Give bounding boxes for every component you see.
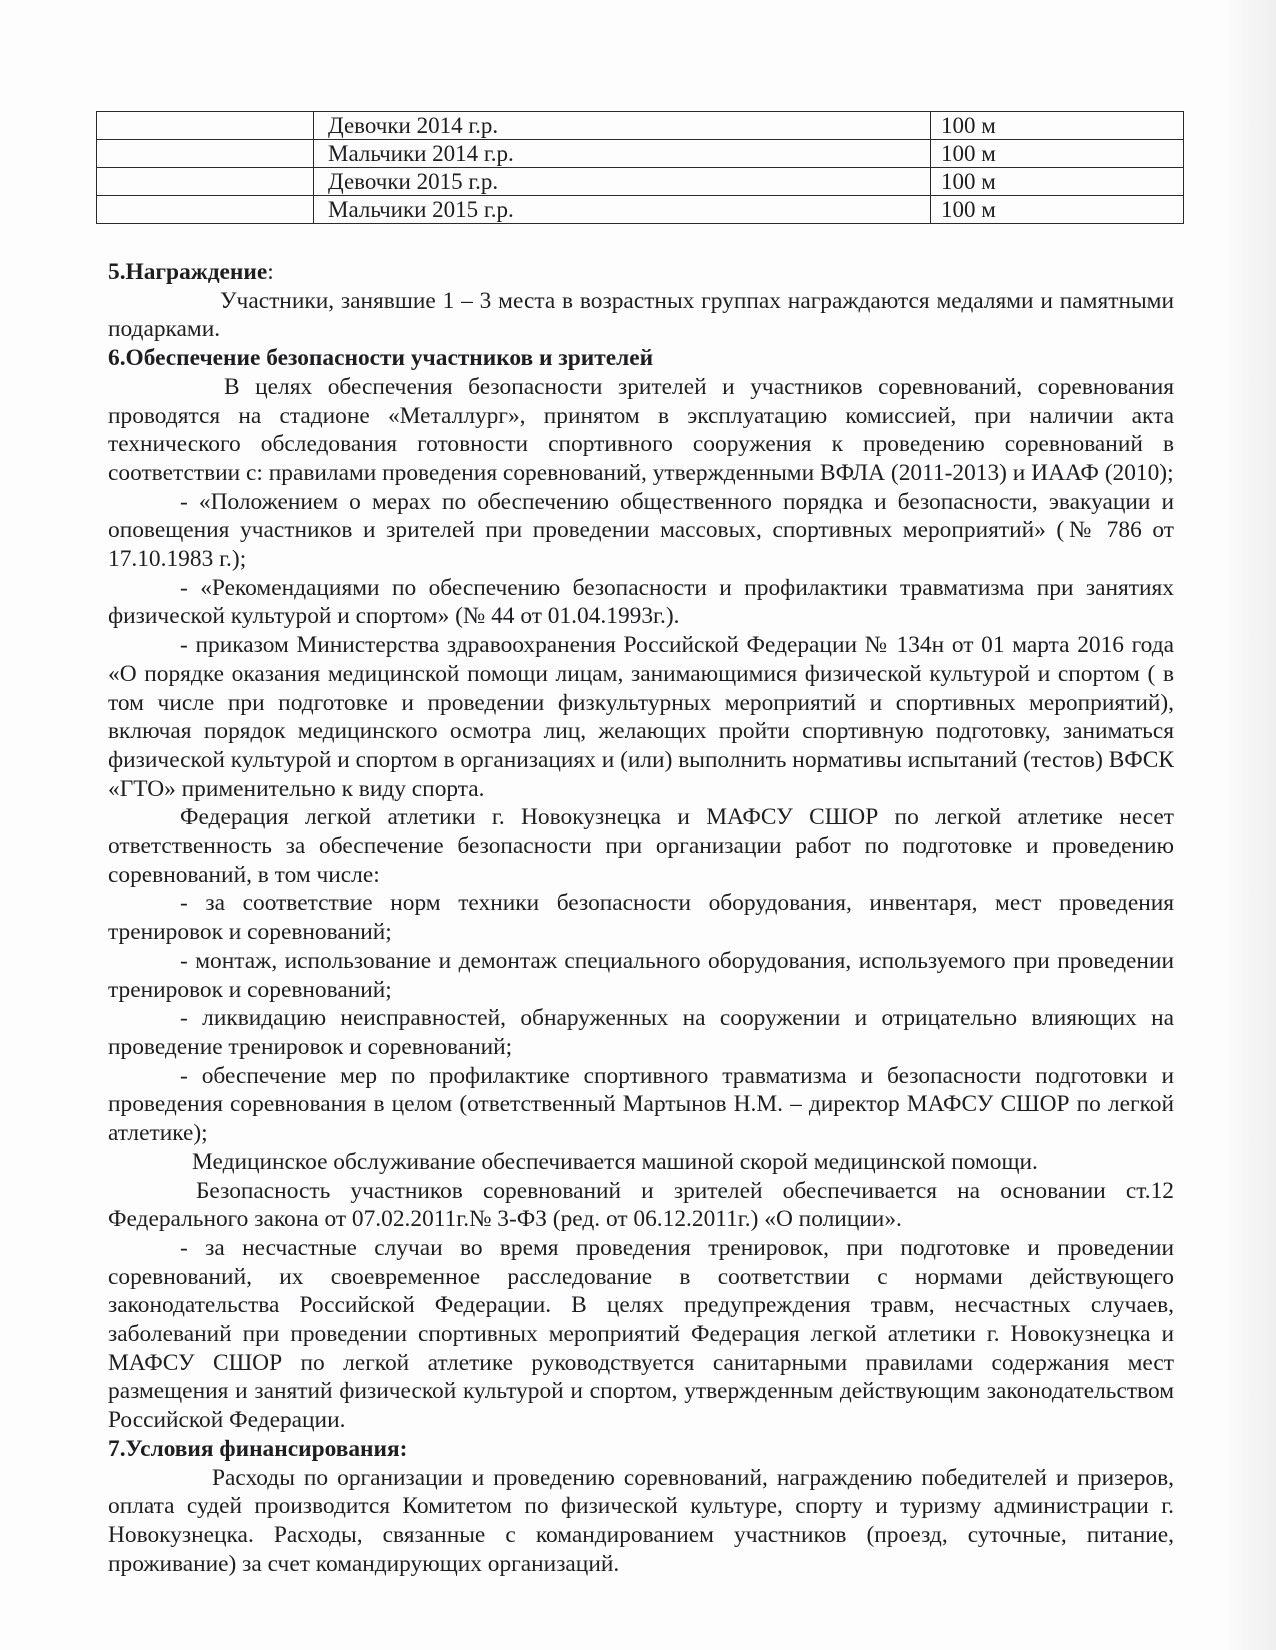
- table-cell-distance: 100 м: [931, 168, 1184, 196]
- table-cell-distance: 100 м: [931, 140, 1184, 168]
- section-6-paragraph-11: Безопасность участников соревнований и зрителей обеспечивается на основании ст.12 Федерального закона от 07.02.2011г.№ 3-ФЗ (ред. от 06.12.2011г.) «О полиции».: [108, 1177, 1174, 1233]
- section-5-paragraph: Участники, занявшие 1 – 3 места в возрастных группах награждаются медалями и памятными подарками.: [108, 287, 1174, 343]
- section-5-heading-colon: :: [267, 259, 274, 285]
- table-row: [97, 196, 1184, 224]
- section-6-paragraph-2: - «Положением о мерах по обеспечению общественного порядка и безопасности, эвакуации и оповещения участников и зрителей при проведении массовых, спортивных мероприятий» (№ 786 от 17.10.1983 г.);: [108, 488, 1174, 573]
- table-cell-empty: [97, 168, 314, 196]
- table-cell-group: Девочки 2015 г.р.: [314, 168, 931, 196]
- section-6-paragraph-8: - ликвидацию неисправностей, обнаруженных на сооружении и отрицательно влияющих на проведение тренировок и соревнований;: [108, 1005, 1174, 1060]
- table-cell-group: Мальчики 2014 г.р.: [314, 140, 931, 168]
- age-groups-table: [96, 111, 1184, 224]
- table-cell-group: Девочки 2014 г.р.: [314, 112, 931, 140]
- table-cell-group: Мальчики 2015 г.р.: [314, 196, 931, 224]
- section-6-heading: 6.Обеспечение безопасности участников и зрителей: [108, 345, 654, 372]
- scan-edge: [1230, 0, 1276, 1650]
- section-6-paragraph-7: - монтаж, использование и демонтаж специального оборудования, используемого при проведении тренировок и соревнований;: [108, 947, 1174, 1003]
- table-cell-empty: [97, 112, 314, 140]
- table-row: [97, 168, 1184, 196]
- document-body: [108, 258, 1174, 1578]
- section-6-paragraph-6: - за соответствие норм техники безопасности оборудования, инвентаря, мест проведения тренировок и соревнований;: [108, 890, 1174, 946]
- section-5-heading-text: 5.Награждение: [108, 259, 268, 285]
- section-6-paragraph-1: В целях обеспечения безопасности зрителей и участников соревнований, соревнования проводятся на стадионе «Металлург», принятом в эксплуатацию комиссией, при наличии акта технического обследования готовности спортивного сооружения к проведению соревнований в соответствии с: правилами проведения соревнований, утвержденными ВФЛА (2011-2013) и ИААФ (2010);: [108, 373, 1174, 486]
- section-7-paragraph: Расходы по организации и проведению соревнований, награждению победителей и призеров, оплата судей производится Комитетом по физической культуре, спорту и туризму администрации г. Новокузнецка. Расходы, связанные с командированием участников (проезд, суточные, питание, проживание) за счет командирующих организаций.: [108, 1464, 1174, 1577]
- section-6-paragraph-5: Федерация легкой атлетики г. Новокузнецка и МАФСУ СШОР по легкой атлетике несет ответственность за обеспечение безопасности при организации работ по подготовке и проведению соревнований, в том числе:: [108, 804, 1174, 888]
- table-row: [97, 112, 1184, 140]
- table-cell-distance: 100 м: [931, 112, 1184, 140]
- table-cell-distance: 100 м: [931, 196, 1184, 224]
- section-7-heading: 7.Условия финансирования:: [108, 1435, 408, 1462]
- section-6-paragraph-4: - приказом Министерства здравоохранения Российской Федерации № 134н от 01 марта 2016 года «О порядке оказания медицинской помощи лицам, занимающимися физической культурой и спортом ( в том числе при подготовке и проведении физкультурных мероприятий и спортивных мероприятий), включая порядок медицинского осмотра лиц, желающих пройти спортивную подготовку, заниматься физической культурой и спортом в организациях и (или) выполнить нормативы испытаний (тестов) ВФСК «ГТО» применительно к виду спорта.: [108, 632, 1174, 802]
- section-6-paragraph-9: - обеспечение мер по профилактике спортивного травматизма и безопасности подготовки и проведения соревнования в целом (ответственный Мартынов Н.М. – директор МАФСУ СШОР по легкой атлетике);: [108, 1062, 1174, 1147]
- table-cell-empty: [97, 196, 314, 224]
- section-6-paragraph-3: - «Рекомендациями по обеспечению безопасности и профилактики травматизма при занятиях физической культурой и спортом» (№ 44 от 01.04.1993г.).: [108, 574, 1174, 630]
- section-5-heading: [108, 258, 1174, 287]
- table-row: [97, 140, 1184, 168]
- table-cell-empty: [97, 140, 314, 168]
- section-6-paragraph-10: Медицинское обслуживание обеспечивается машиной скорой медицинской помощи.: [192, 1148, 1038, 1175]
- section-6-paragraph-12: - за несчастные случаи во время проведения тренировок, при подготовке и проведении соревнований, их своевременное расследование в соответствии с нормами действующего законодательства Российской Федерации. В целях предупреждения травм, несчастных случаев, заболеваний при проведении спортивных мероприятий Федерация легкой атлетики г. Новокузнецка и МАФСУ СШОР по легкой атлетике руководствуется санитарными правилами содержания мест размещения и занятий физической культурой и спортом, утвержденным действующим законодательством Российской Федерации.: [108, 1234, 1174, 1434]
